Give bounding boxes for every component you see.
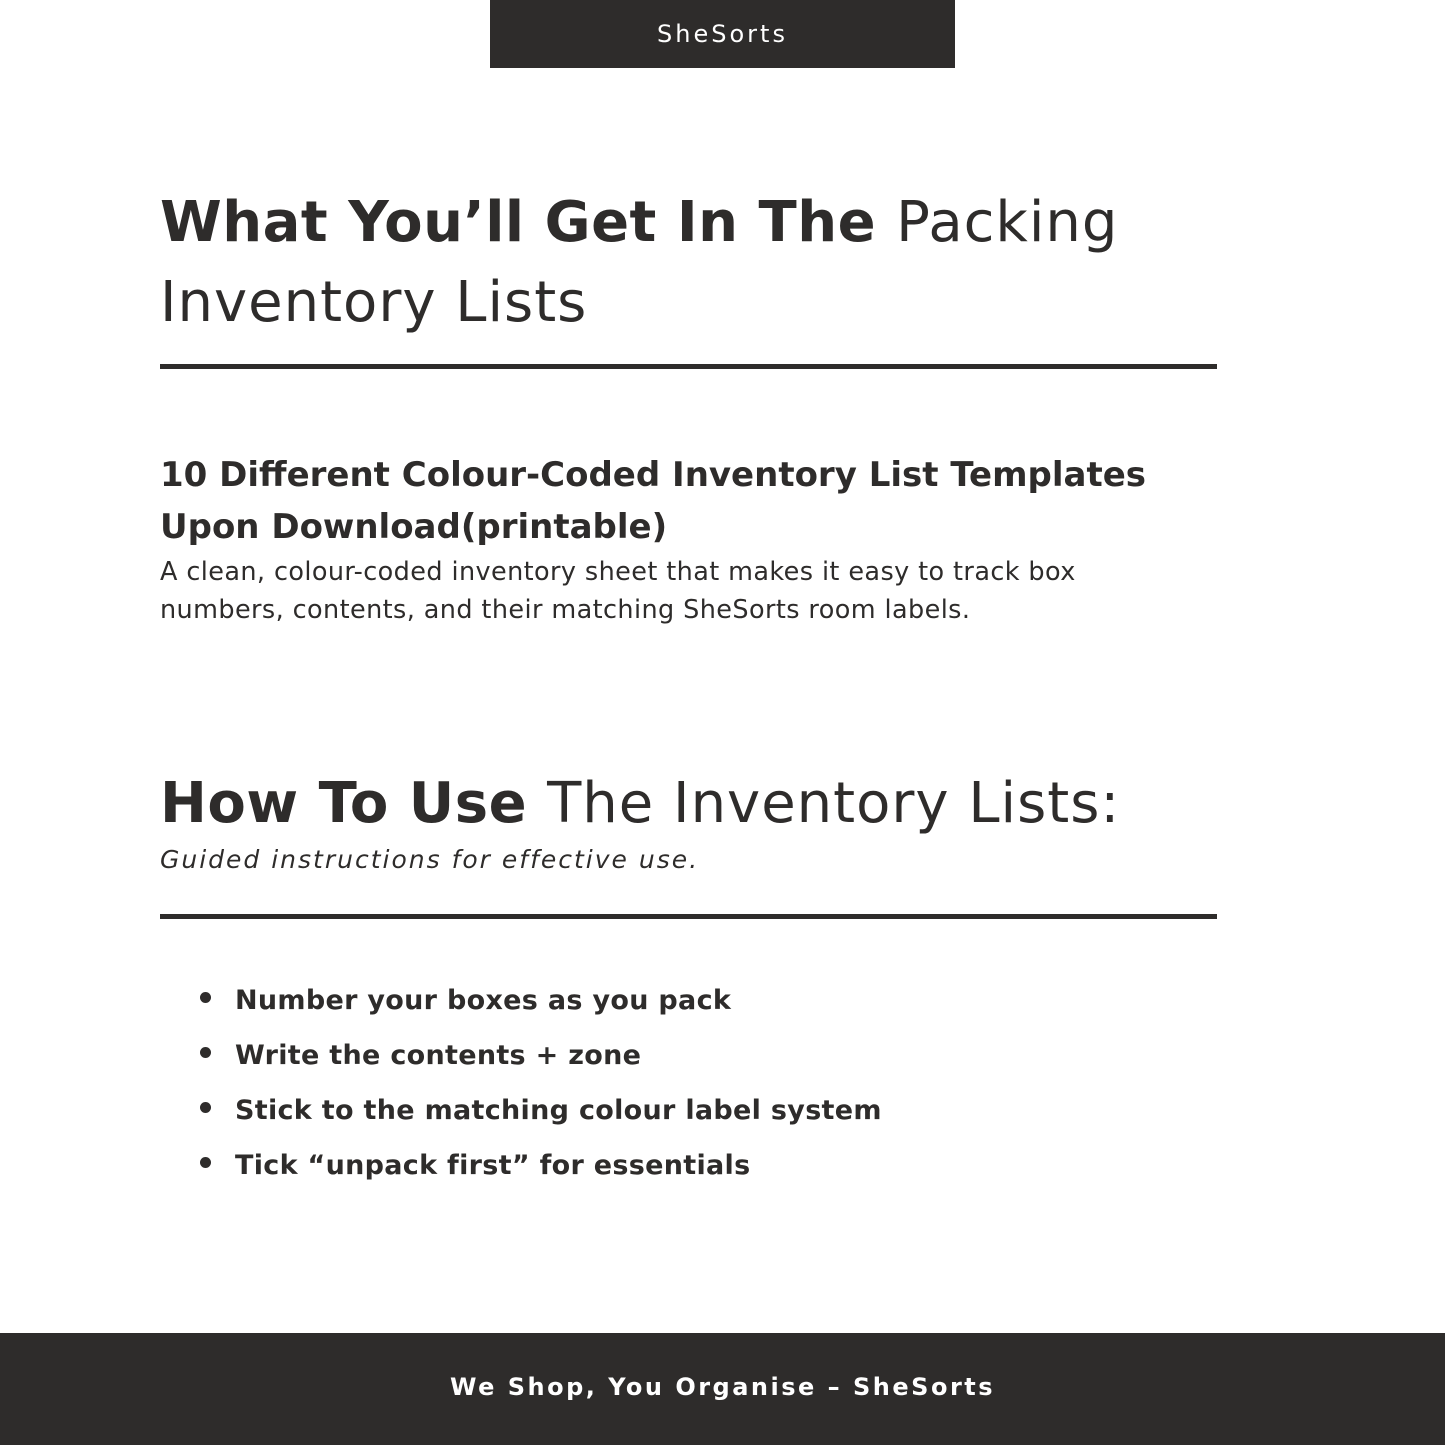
section-get-heading xyxy=(160,183,1160,343)
list-item xyxy=(200,973,882,1028)
section-use-heading xyxy=(160,764,1220,844)
divider xyxy=(160,914,1217,919)
list-item xyxy=(200,1138,882,1193)
footer-tagline: We Shop, You Organise – SheSorts xyxy=(449,1373,996,1401)
steps-list xyxy=(200,973,882,1193)
feature-title: 10 Different Colour-Coded Inventory List Templates Upon Download(printable) xyxy=(160,455,1146,547)
bullet-icon xyxy=(200,1102,211,1113)
list-item xyxy=(200,1083,882,1138)
section-use-heading-light: The Inventory Lists: xyxy=(547,771,1121,836)
section-use-heading-bold: How To Use xyxy=(160,771,528,836)
bullet-icon xyxy=(200,992,211,1003)
step-text: Tick “unpack first” for essentials xyxy=(235,1150,751,1181)
brand-tab xyxy=(490,0,955,68)
bullet-icon xyxy=(200,1047,211,1058)
step-text: Number your boxes as you pack xyxy=(235,985,732,1016)
footer-banner xyxy=(0,1333,1445,1445)
list-item xyxy=(200,1028,882,1083)
step-text: Stick to the matching colour label system xyxy=(235,1095,882,1126)
bullet-icon xyxy=(200,1157,211,1168)
step-text: Write the contents + zone xyxy=(235,1040,642,1071)
brand-name: SheSorts xyxy=(657,20,788,48)
section-use-subtitle: Guided instructions for effective use. xyxy=(160,845,700,874)
divider xyxy=(160,364,1217,369)
section-get-heading-light: Packing Inventory Lists xyxy=(160,190,1119,335)
section-get-heading-bold: What You’ll Get In The xyxy=(160,190,877,255)
feature-description: A clean, colour-coded inventory sheet that makes it easy to track box numbers, contents, and their matching SheSorts room labels. xyxy=(160,557,1076,625)
